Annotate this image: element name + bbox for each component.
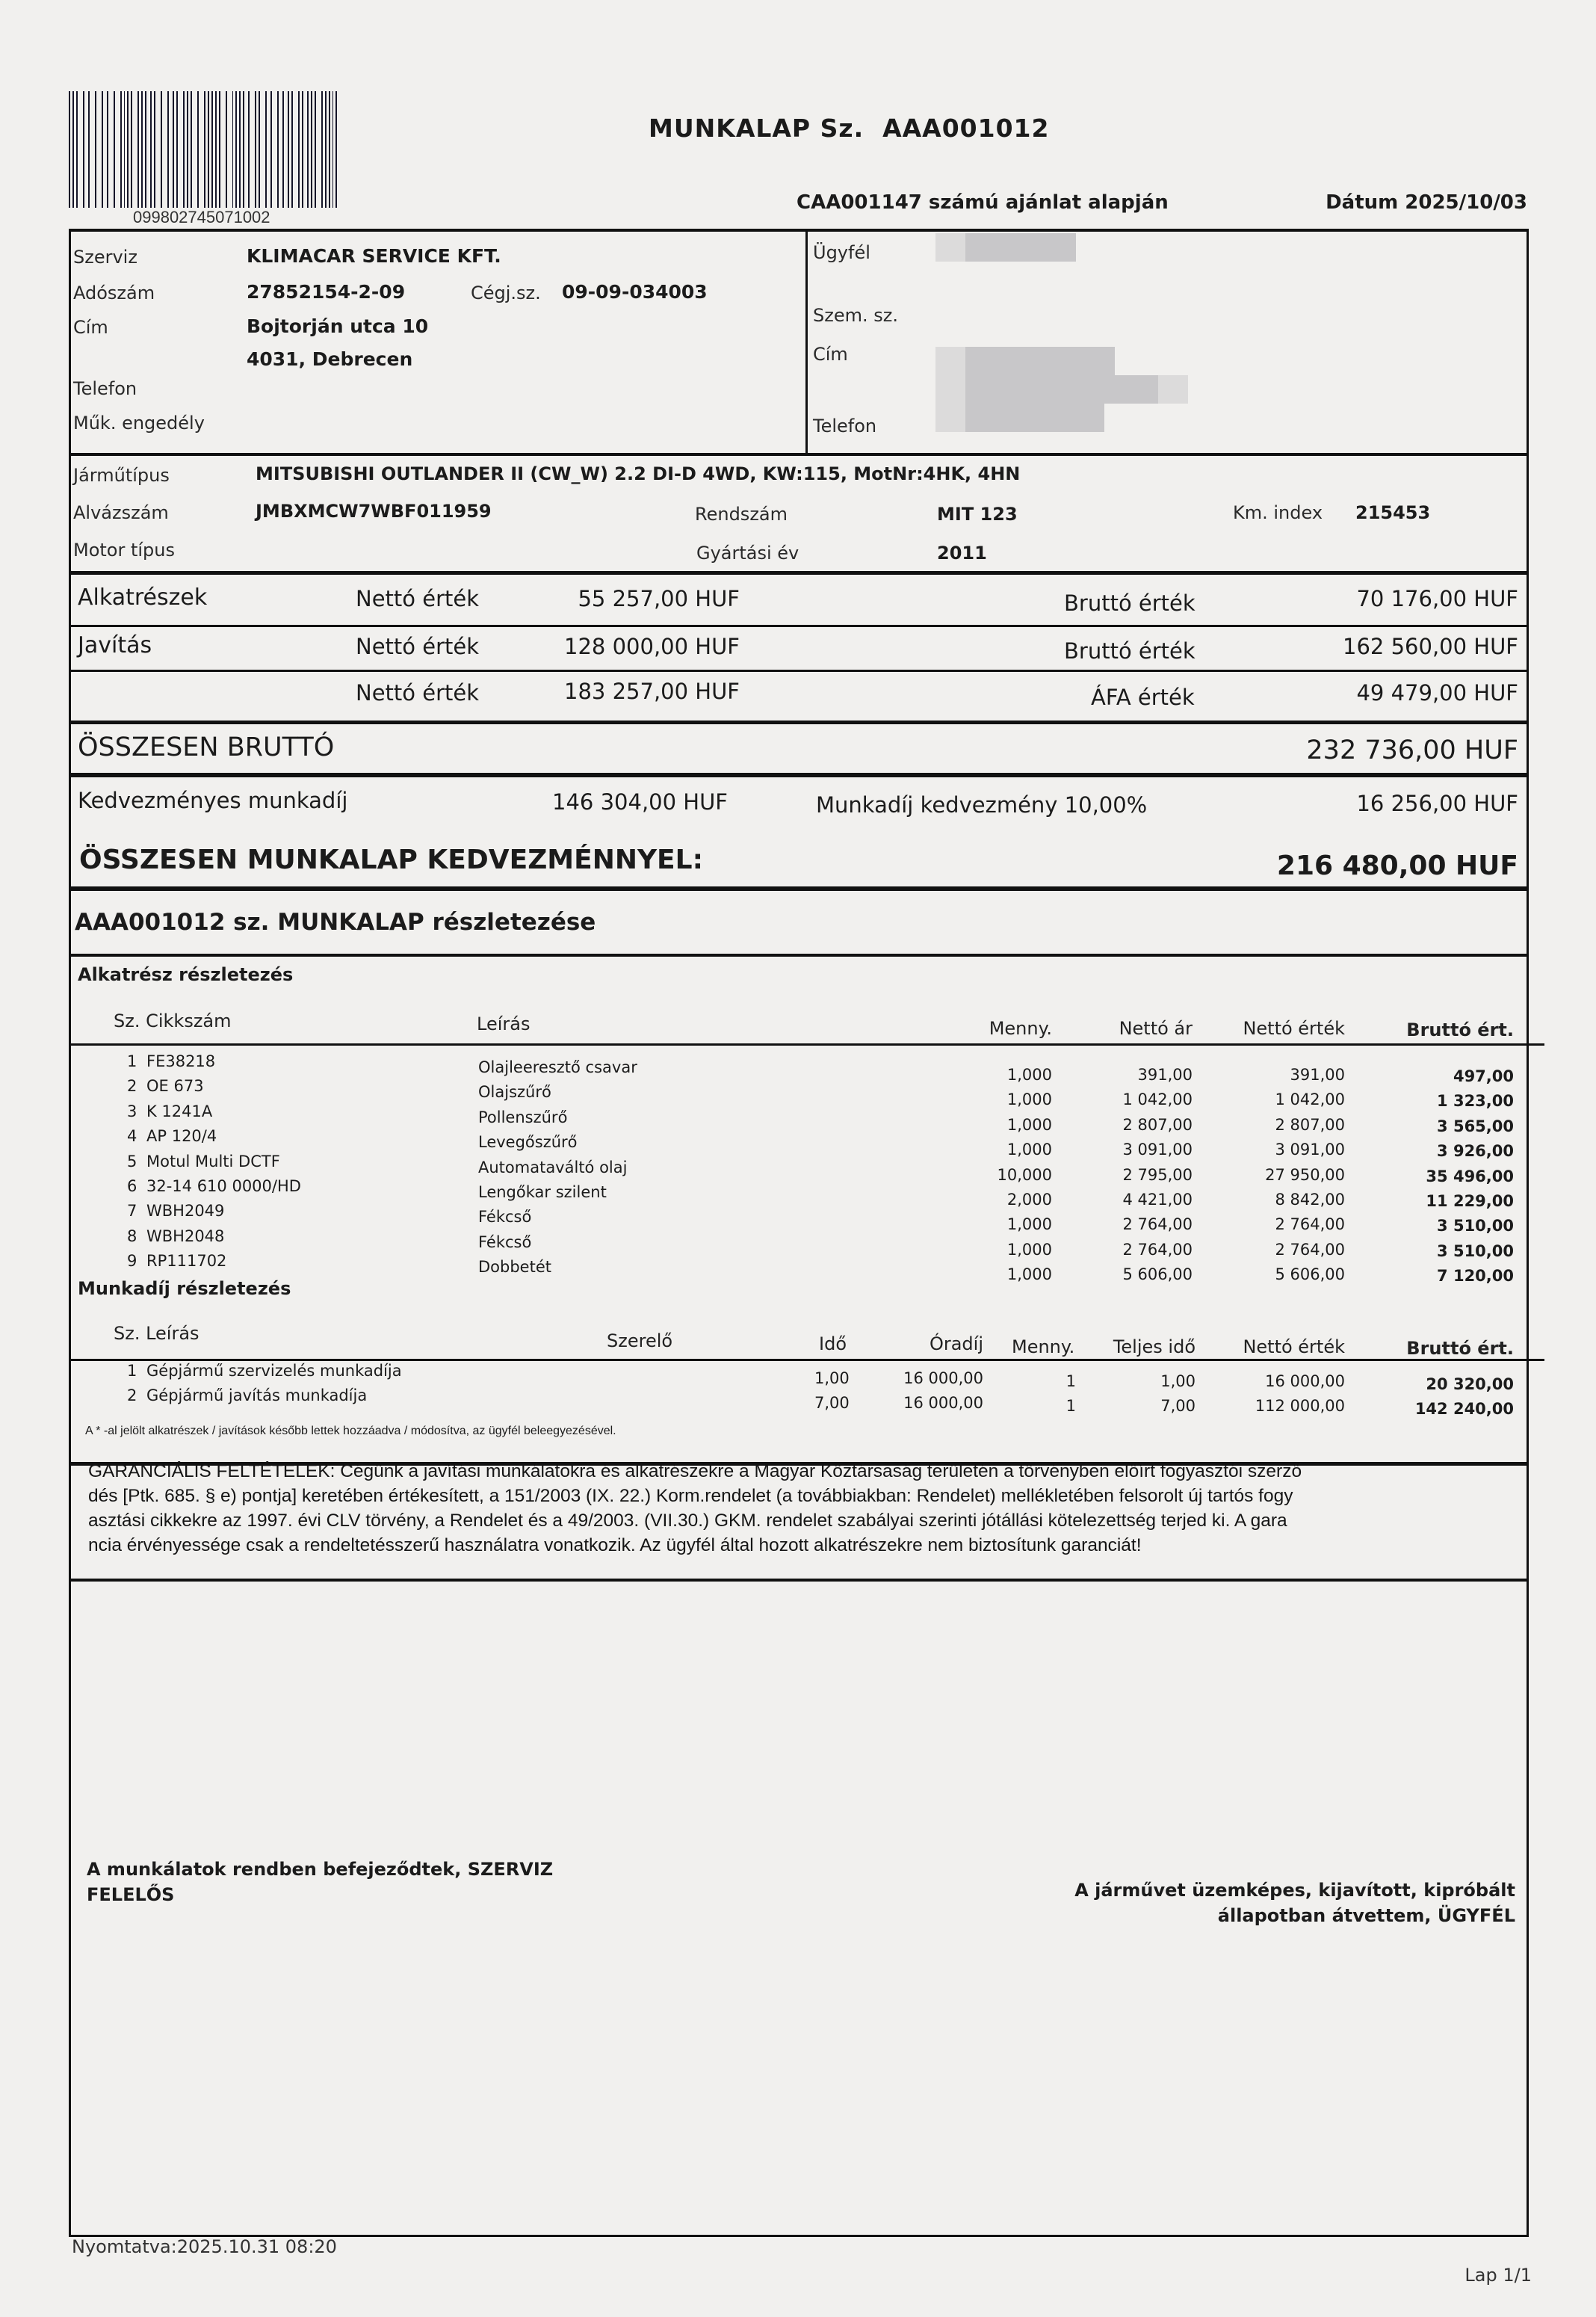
total-net-label: Nettó érték [356,680,480,706]
part-no: 7 [127,1202,137,1221]
vehicle-km: 215453 [1355,502,1431,523]
divider [69,625,1527,627]
col-rate: Óradíj [929,1333,983,1354]
barcode-bar [107,91,108,208]
vehicle-plate: MIT 123 [937,504,1018,525]
part-gross: 1 323,00 [1437,1092,1514,1111]
part-no: 8 [127,1227,137,1245]
col-time: Idő [819,1333,847,1354]
part-unit-net: 2 764,00 [1122,1240,1193,1259]
label-tax-id: Adószám [73,283,155,303]
label-customer-address: Cím [813,344,848,365]
divider [69,954,1527,957]
warranty-line: asztási cikkekre az 1997. évi CLV törvény, a Rendelet és a 49/2003. (VII.30.) GKM. rendelet szabályai szerinti jótállási kötelezettség terjed ki. A gara [88,1511,1287,1531]
labor-section-title: Munkadíj részletezés [78,1278,291,1299]
part-gross: 3 510,00 [1437,1241,1514,1260]
barcode-bar [282,91,284,208]
printed-timestamp: Nyomtatva:2025.10.31 08:20 [72,2236,337,2257]
barcode-bar [315,91,316,208]
barcode-bar [298,91,300,208]
part-net: 2 807,00 [1275,1115,1345,1134]
label-license: Műk. engedély [73,413,205,434]
barcode-bar [187,91,188,208]
col-labor-qty: Menny. [1012,1336,1075,1357]
label-customer-phone: Telefon [813,416,877,436]
barcode-bar [235,91,237,208]
part-no: 5 [127,1152,137,1170]
offer-reference: CAA001147 számú ajánlat alapján [797,191,1169,214]
part-desc: Automataváltó olaj [478,1158,628,1176]
label-customer: Ügyfél [813,242,870,263]
part-code: AP 120/4 [146,1127,217,1146]
label-company-reg: Cégj.sz. [471,283,541,303]
parts-net-label: Nettó érték [356,586,480,611]
part-no: 6 [127,1177,137,1195]
label-service: Szerviz [73,247,137,268]
col-gross: Bruttó ért. [1406,1019,1514,1040]
part-desc: Fékcső [478,1208,532,1227]
warranty-line: GARANCIÁLIS FELTÉTELEK: Cégünk a javítási munkálatokra és alkatrészekre a Magyar Köztársaság területén a törvényben előírt fogyasztói szerző [88,1461,1302,1481]
barcode-bar [145,91,146,208]
part-desc: Dobbetét [478,1258,551,1277]
repair-gross-label: Bruttó érték [1064,638,1196,664]
labor-time: 1,00 [814,1369,850,1387]
service-signature: A munkálatok rendben befejeződtek, SZERVIZ FELELŐS [87,1859,554,1905]
barcode-bar [219,91,220,208]
repair-gross-value: 162 560,00 HUF [1343,634,1518,659]
barcode-bar [141,91,143,208]
service-company-reg: 09-09-034003 [562,281,708,303]
part-gross: 3 926,00 [1437,1142,1514,1161]
barcode-bar [270,91,272,208]
part-qty: 10,000 [997,1165,1052,1184]
parts-gross-label: Bruttó érték [1064,590,1196,616]
total-gross-value: 232 736,00 HUF [1306,735,1518,765]
party-divider [805,229,808,454]
part-desc: Olajszűrő [478,1083,551,1102]
labor-total-time: 7,00 [1160,1397,1196,1415]
barcode-bar [277,91,279,208]
part-no: 2 [127,1077,137,1096]
label-phone: Telefon [73,378,137,399]
details-title: AAA001012 sz. MUNKALAP részletezése [75,909,596,936]
barcode-bar [183,91,185,208]
part-net: 391,00 [1290,1066,1345,1084]
barcode [69,91,342,208]
repair-net-value: 128 000,00 HUF [564,634,740,659]
barcode-bar [325,91,327,208]
col-no-desc: Sz. Leírás [114,1323,200,1344]
barcode-bar [232,91,234,208]
part-unit-net: 5 606,00 [1122,1265,1193,1284]
service-name: KLIMACAR SERVICE KFT. [247,245,501,267]
part-net: 27 950,00 [1265,1165,1345,1184]
barcode-bar [332,91,334,208]
barcode-bar [131,91,132,208]
divider [69,886,1527,891]
barcode-bar [176,91,178,208]
barcode-bar [239,91,241,208]
barcode-bar [248,91,250,208]
barcode-number: 099802745071002 [133,208,270,226]
label-id-number: Szem. sz. [813,305,898,326]
label-vehicle-type: Járműtípus [73,465,170,486]
labor-net: 112 000,00 [1255,1397,1345,1415]
parts-net-value: 55 257,00 HUF [578,586,740,611]
part-gross: 497,00 [1453,1067,1514,1085]
repair-label: Javítás [78,632,152,658]
part-gross: 35 496,00 [1426,1167,1514,1185]
label-engine: Motor típus [73,540,176,561]
barcode-bar [95,91,96,208]
labor-desc: Gépjármű szervizelés munkadíja [146,1362,402,1380]
part-unit-net: 391,00 [1137,1066,1193,1084]
divider [69,1043,1544,1046]
col-net: Nettó érték [1243,1018,1345,1039]
part-unit-net: 4 421,00 [1122,1191,1193,1209]
barcode-bar [150,91,152,208]
barcode-bar [211,91,213,208]
part-unit-net: 3 091,00 [1122,1141,1193,1159]
total-net-value: 183 257,00 HUF [564,679,740,704]
part-qty: 1,000 [1006,1215,1052,1234]
part-gross: 3 510,00 [1437,1217,1514,1235]
part-code: K 1241A [146,1102,213,1120]
part-code: OE 673 [146,1077,204,1096]
part-desc: Pollenszűrő [478,1108,568,1126]
vat-label: ÁFA érték [1091,685,1195,710]
labor-time: 7,00 [814,1394,850,1412]
barcode-bar [265,91,267,208]
labor-net: 16 000,00 [1265,1372,1345,1390]
labor-rate: 16 000,00 [903,1394,983,1412]
labor-gross: 142 240,00 [1414,1400,1514,1418]
part-qty: 1,000 [1006,1115,1052,1134]
part-code: WBH2048 [146,1227,225,1245]
col-no-code: Sz. Cikkszám [114,1011,232,1031]
part-unit-net: 2 807,00 [1122,1115,1193,1134]
service-tax-id: 27852154-2-09 [247,281,406,303]
document-date: Dátum 2025/10/03 [1326,191,1527,214]
part-net: 2 764,00 [1275,1240,1345,1259]
grand-total-label: ÖSSZESEN MUNKALAP KEDVEZMÉNNYEL: [79,845,703,875]
barcode-bar [208,91,209,208]
labor-rate: 16 000,00 [903,1369,983,1387]
barcode-bar [83,91,84,208]
barcode-bar [321,91,323,208]
part-desc: Lengőkar szilent [478,1183,607,1201]
barcode-bar [72,91,74,208]
part-net: 8 842,00 [1275,1191,1345,1209]
barcode-bar [120,91,122,208]
barcode-bar [124,91,126,208]
part-unit-net: 1 042,00 [1122,1090,1193,1109]
part-net: 1 042,00 [1275,1090,1345,1109]
barcode-bar [311,91,312,208]
part-gross: 11 229,00 [1426,1192,1514,1210]
warranty-line: ncia érvényessége csak a rendeltetésszerű használatra vonatkozik. Az ügyfél által hozott alkatrészekre nem biztosítunk garanciát! [88,1535,1142,1555]
part-no: 9 [127,1252,137,1271]
barcode-bar [76,91,78,208]
barcode-bar [88,91,90,208]
part-net: 2 764,00 [1275,1215,1345,1234]
part-no: 3 [127,1102,137,1120]
part-desc: Levegőszűrő [478,1133,578,1152]
part-gross: 7 120,00 [1437,1267,1514,1286]
barcode-bar [307,91,309,208]
part-code: 32-14 610 0000/HD [146,1177,301,1195]
vehicle-year: 2011 [937,543,987,564]
barcode-bar [204,91,205,208]
document-title: MUNKALAP Sz. AAA001012 [649,114,1050,143]
customer-signature: A járművet üzemképes, kijavított, kipróbált állapotban átvettem, ÜGYFÉL [1074,1880,1515,1926]
col-mechanic: Szerelő [607,1330,673,1351]
labor-total-time: 1,00 [1160,1372,1196,1390]
labor-no: 1 [127,1362,137,1380]
barcode-bar [255,91,256,208]
part-unit-net: 2 764,00 [1122,1215,1193,1234]
barcode-bar [243,91,244,208]
col-qty: Menny. [989,1018,1052,1039]
part-code: Motul Multi DCTF [146,1152,280,1170]
discounted-labor-label: Kedvezményes munkadíj [78,788,348,813]
label-vin: Alvázszám [73,502,169,523]
labor-qty: 1 [1065,1372,1076,1390]
service-address-line2: 4031, Debrecen [247,348,413,370]
vehicle-type: MITSUBISHI OUTLANDER II (CW_W) 2.2 DI-D 4WD, KW:115, MotNr:4HK, 4HN [256,463,1021,484]
grand-total-value: 216 480,00 HUF [1276,851,1518,881]
label-address: Cím [73,317,108,338]
barcode-bar [102,91,103,208]
barcode-bar [167,91,169,208]
barcode-bar [335,91,337,208]
barcode-bar [302,91,303,208]
divider [69,670,1527,672]
warranty-text [88,1459,1373,1558]
barcode-bar [197,91,199,208]
part-desc: Fékcső [478,1232,532,1251]
part-net: 5 606,00 [1275,1265,1345,1284]
part-qty: 1,000 [1006,1066,1052,1084]
barcode-bar [259,91,260,208]
labor-discount-label: Munkadíj kedvezmény 10,00% [816,792,1148,818]
divider [69,773,1527,777]
labor-no: 2 [127,1386,137,1404]
col-total-time: Teljes idő [1113,1336,1196,1357]
barcode-bar [137,91,139,208]
labor-desc: Gépjármű javítás munkadíja [146,1386,368,1404]
col-labor-net: Nettó érték [1243,1336,1345,1357]
discounted-labor-value: 146 304,00 HUF [552,789,728,815]
part-qty: 1,000 [1006,1090,1052,1109]
page-number: Lap 1/1 [1464,2265,1532,2286]
divider [69,571,1527,575]
part-qty: 1,000 [1006,1265,1052,1284]
part-no: 1 [127,1052,137,1070]
label-plate: Rendszám [695,504,788,525]
part-qty: 1,000 [1006,1141,1052,1159]
labor-gross: 20 320,00 [1426,1375,1514,1393]
label-km: Km. index [1233,502,1323,523]
parts-label: Alkatrészek [78,584,208,611]
part-code: WBH2049 [146,1202,225,1221]
part-code: FE38218 [146,1052,216,1070]
barcode-bar [69,91,70,208]
labor-qty: 1 [1065,1397,1076,1415]
part-unit-net: 2 795,00 [1122,1165,1193,1184]
warranty-line: dés [Ptk. 685. § e) pontja] keretében értékesített, a 151/2003 (IX. 22.) Korm.rendelet (a továbbiakban: Rendelet) mellékletében felsorolt új tartós fogy [88,1486,1293,1506]
barcode-bar [127,91,129,208]
parts-section-title: Alkatrész részletezés [78,964,294,985]
vehicle-vin: JMBXMCW7WBF011959 [256,501,492,522]
divider [69,721,1527,724]
barcode-bar [291,91,293,208]
col-labor-gross: Bruttó ért. [1406,1338,1514,1359]
barcode-bar [288,91,289,208]
part-qty: 1,000 [1006,1240,1052,1259]
barcode-bar [215,91,217,208]
col-desc: Leírás [477,1014,531,1034]
divider [69,1359,1544,1361]
barcode-bar [329,91,330,208]
parts-gross-value: 70 176,00 HUF [1356,586,1518,611]
labor-discount-value: 16 256,00 HUF [1356,791,1518,816]
barcode-bar [154,91,155,208]
part-gross: 3 565,00 [1437,1117,1514,1135]
barcode-bar [161,91,162,208]
service-address-line1: Bojtorján utca 10 [247,315,429,337]
part-net: 3 091,00 [1275,1141,1345,1159]
divider [69,1579,1527,1582]
divider [69,453,1527,456]
footnote: A * -al jelölt alkatrészek / javítások később lettek hozzáadva / módosítva, az ügyfél beleegyezésével. [85,1425,616,1437]
col-unit-net: Nettó ár [1119,1018,1193,1039]
total-gross-label: ÖSSZESEN BRUTTÓ [78,732,335,762]
barcode-bar [173,91,174,208]
part-no: 4 [127,1127,137,1146]
repair-net-label: Nettó érték [356,634,480,659]
label-year: Gyártási év [696,543,799,564]
vat-value: 49 479,00 HUF [1356,680,1518,706]
part-qty: 2,000 [1006,1191,1052,1209]
barcode-bar [114,91,115,208]
barcode-bar [191,91,192,208]
part-code: RP111702 [146,1252,227,1271]
part-desc: Olajleeresztő csavar [478,1058,637,1076]
barcode-bar [226,91,227,208]
